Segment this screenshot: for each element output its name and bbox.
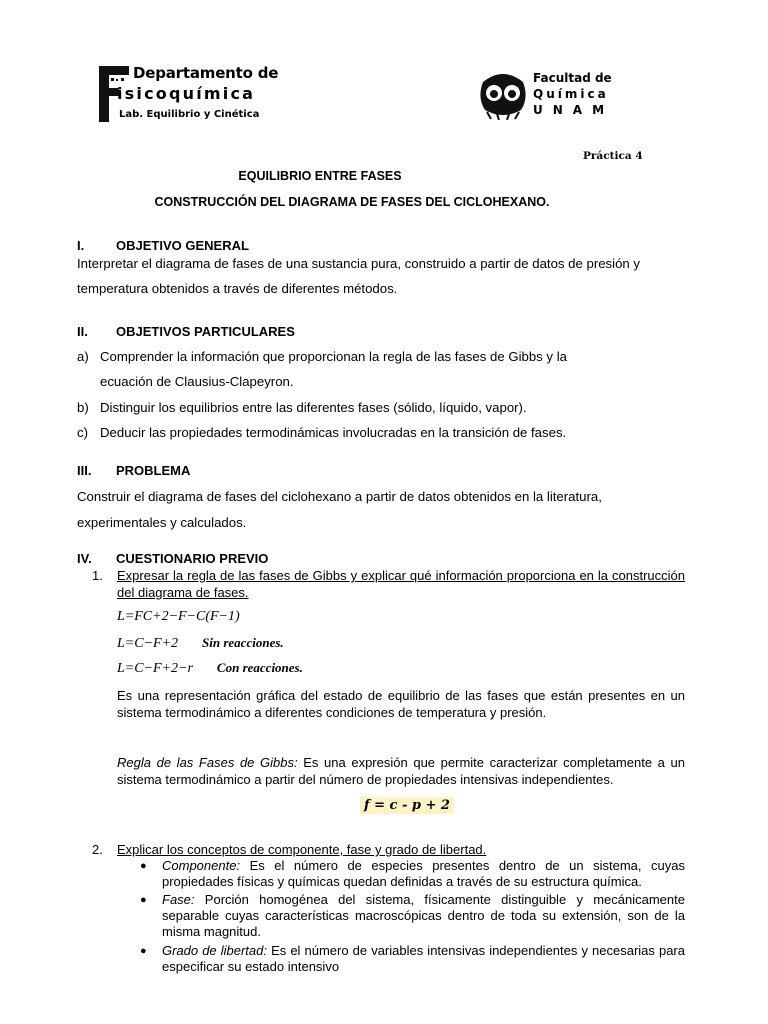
dept-logo-line1: Departamento de [133, 64, 279, 82]
paragraph-line: Construir el diagrama de fases del ciclohexano a partir de datos obtenidos en la literatura, [77, 489, 602, 504]
equation-note: Con reacciones. [216, 660, 303, 675]
departamento-logo [97, 64, 277, 126]
definition: Es una expresión que permite caracterizar completamente a un sistema termodinámico a partir del número de propiedades intensivas independientes. [117, 755, 685, 787]
section-title: OBJETIVOS PARTICULARES [116, 324, 295, 339]
list-item-continuation: ecuación de Clausius-Clapeyron. [100, 374, 294, 389]
list-item [77, 425, 566, 440]
list-item-letter: b) [77, 400, 89, 415]
section-number: IV. [77, 551, 92, 566]
paragraph-line: temperatura obtenidos a través de diferentes métodos. [77, 281, 398, 296]
question-text: Expresar la regla de las fases de Gibbs y explicar qué información proporciona en la construcción del diagrama de fases. [117, 568, 685, 600]
section-number: II. [77, 324, 88, 339]
list-item-text: Distinguir los equilibrios entre las diferentes fases (sólido, líquido, vapor). [100, 400, 527, 415]
question-number: 1. [92, 568, 103, 583]
definition: Es el número de especies presentes dentro de un sistema, cuyas propiedades físicas y químicas quedan definidas a través de su estructura química. [162, 858, 685, 889]
section-heading-problema [77, 463, 190, 478]
list-item-letter: a) [77, 349, 89, 364]
question-number: 2. [92, 842, 103, 857]
equation [117, 660, 303, 677]
list-item-letter: c) [77, 425, 88, 440]
document-title: EQUILIBRIO ENTRE FASES [238, 169, 402, 183]
equation [117, 635, 284, 652]
facultad-quimica-logo [477, 68, 617, 124]
section-heading-cuestionario-previo [77, 551, 268, 566]
list-item [77, 349, 567, 364]
answer-paragraph [117, 755, 685, 788]
bullet-icon: ● [140, 945, 147, 957]
bullet-item [162, 943, 685, 975]
answer-paragraph: Es una representación gráfica del estado de equilibrio de las fases que están presentes en un sistema termodinámico a diferentes condiciones de temperatura y presión. [117, 688, 685, 720]
fq-logo-line1: Facultad de [533, 71, 612, 85]
gibbs-equation: f = c - p + 2 [360, 797, 454, 814]
document-subtitle: CONSTRUCCIÓN DEL DIAGRAMA DE FASES DEL CICLOHEXANO. [154, 195, 550, 209]
definition: Porción homogénea del sistema, físicamente distinguible y mecánicamente separable cuyas características macroscópicas dentro de toda su extensión, son de la misma magnitud. [162, 892, 685, 939]
definition: Es el número de variables intensivas independientes y necesarias para especificar su estado intensivo [162, 943, 685, 974]
question-text: Explicar los conceptos de componente, fase y grado de libertad. [117, 842, 487, 857]
list-item-text: Deducir las propiedades termodinámicas involucradas en la transición de fases. [100, 425, 567, 440]
dept-logo-line3: Lab. Equilibrio y Cinética [119, 109, 260, 120]
equation: L=FC+2−F−C(F−1) [117, 609, 240, 624]
equation-expression: L=C−F+2−r [117, 661, 193, 676]
list-item [77, 400, 527, 415]
equation-expression: L=C−F+2 [117, 636, 179, 651]
bullet-item [162, 892, 685, 940]
practica-label: Práctica 4 [583, 150, 643, 162]
section-number: I. [77, 238, 85, 253]
list-item-text: Comprender la información que proporcionan la regla de las fases de Gibbs y la [100, 349, 567, 364]
bullet-icon: ● [140, 860, 147, 872]
term: Componente: [162, 858, 241, 873]
fq-logo-line3: UNAM [533, 103, 615, 117]
term: Regla de las Fases de Gibbs: [117, 755, 298, 770]
section-title: PROBLEMA [116, 463, 191, 478]
bullet-item [162, 858, 685, 890]
section-title: OBJETIVO GENERAL [116, 238, 249, 253]
fq-logo-line2: Química [533, 87, 609, 101]
owl-icon [477, 68, 529, 120]
section-heading-objetivos-particulares [77, 324, 295, 339]
dept-logo-line2: isicoquímica [117, 84, 256, 103]
section-number: III. [77, 463, 92, 478]
equation-note: Sin reacciones. [202, 635, 284, 650]
term: Fase: [162, 892, 195, 907]
section-heading-objetivo-general [77, 238, 249, 253]
term: Grado de libertad: [162, 943, 267, 958]
paragraph-line: experimentales y calculados. [77, 515, 247, 530]
section-title: CUESTIONARIO PREVIO [116, 551, 269, 566]
bullet-icon: ● [140, 894, 147, 906]
paragraph-line: Interpretar el diagrama de fases de una sustancia pura, construido a partir de datos de presión y [77, 256, 640, 271]
